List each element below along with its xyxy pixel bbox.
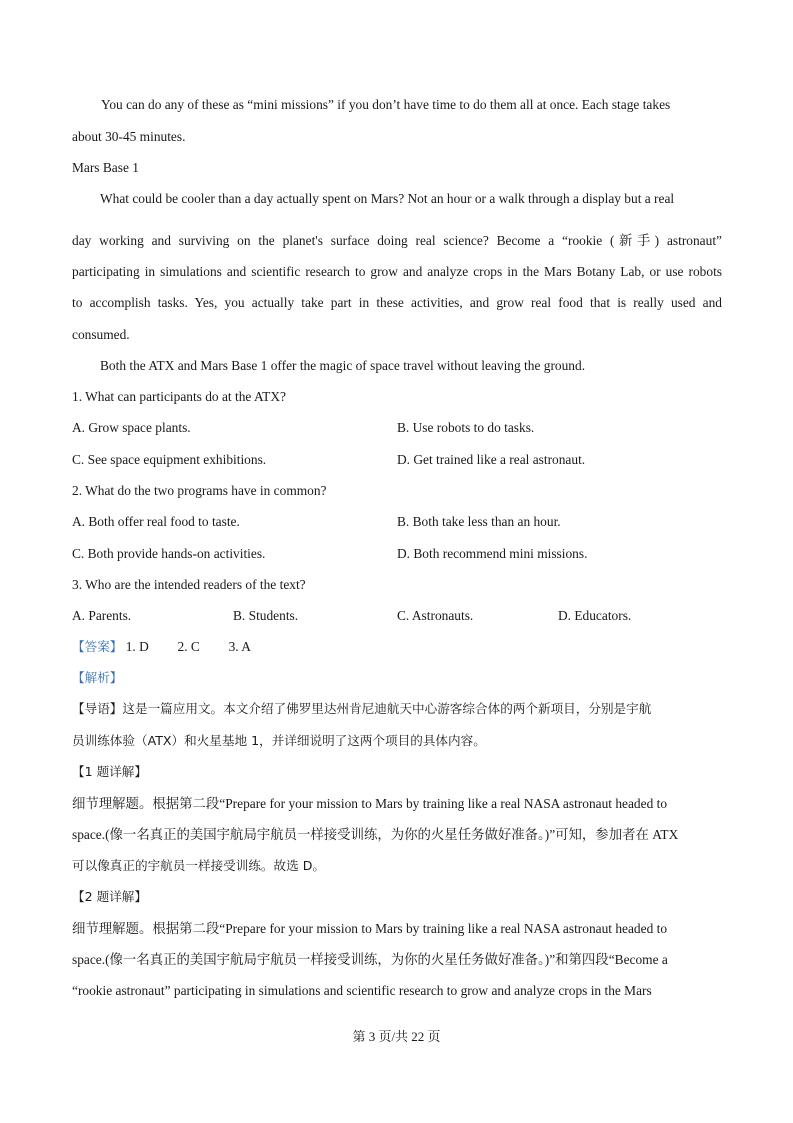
guide-line-2: 员训练体验（ATX）和火星基地 1，并详细说明了这两个项目的具体内容。 bbox=[72, 733, 486, 748]
guide-label: 【导语】 bbox=[72, 701, 123, 716]
question-1-option-c: C. See space equipment exhibitions. bbox=[72, 452, 267, 467]
q1-detail-line-3: 可以像真正的宇航员一样接受训练。故选 D。 bbox=[72, 858, 325, 873]
question-3-option-b: B. Students. bbox=[233, 608, 299, 623]
paragraph-2-line-4: to accomplish tasks. Yes, you actually take part in these activities, and grow real food that is really used and bbox=[72, 295, 722, 310]
question-1-option-a: A. Grow space plants. bbox=[72, 420, 191, 435]
q2-detail-line-1: 细节理解题。根据第二段“Prepare for your mission to Mars by training like a real NASA astronaut headed to bbox=[72, 921, 668, 936]
question-2-option-d: D. Both recommend mini missions. bbox=[397, 546, 588, 561]
question-1-option-b: B. Use robots to do tasks. bbox=[397, 420, 535, 435]
q2-detail-line-3: “rookie astronaut” participating in simulations and scientific research to grow and analyze crops in the Mars bbox=[72, 983, 652, 998]
question-2-option-b: B. Both take less than an hour. bbox=[397, 514, 561, 529]
question-1-option-d: D. Get trained like a real astronaut. bbox=[397, 452, 586, 467]
paragraph-3-line-1: Both the ATX and Mars Base 1 offer the magic of space travel without leaving the ground. bbox=[100, 358, 586, 373]
question-3-option-a: A. Parents. bbox=[72, 608, 132, 623]
section-title: Mars Base 1 bbox=[72, 160, 139, 175]
intro-line-1: You can do any of these as “mini missions” if you don’t have time to do them all at once. Each stage takes bbox=[101, 97, 671, 112]
paragraph-2-line-1: What could be cooler than a day actually spent on Mars? Not an hour or a walk through a display but a real bbox=[100, 191, 675, 206]
paragraph-2-line-3: participating in simulations and scientific research to grow and analyze crops in the Mars Botany Lab, or use robots bbox=[72, 264, 722, 279]
answer-item-1: 1. D bbox=[125, 639, 149, 654]
paragraph-2-line-5: consumed. bbox=[72, 327, 130, 342]
q1-detail-line-1: 细节理解题。根据第二段“Prepare for your mission to Mars by training like a real NASA astronaut headed to bbox=[72, 796, 668, 811]
answer-item-3: 3. A bbox=[228, 639, 251, 654]
guide-line-1 bbox=[72, 700, 651, 718]
question-2-stem: 2. What do the two programs have in common? bbox=[72, 483, 327, 498]
question-3-option-c: C. Astronauts. bbox=[397, 608, 474, 623]
q2-detail-line-2: space.(像一名真正的美国宇航局宇航员一样接受训练，为你的火星任务做好准备。)”和第四段“Become a bbox=[72, 952, 668, 967]
question-3-option-d: D. Educators. bbox=[558, 608, 632, 623]
question-3-stem: 3. Who are the intended readers of the text? bbox=[72, 577, 306, 592]
q1-detail-line-2: space.(像一名真正的美国宇航局宇航员一样接受训练，为你的火星任务做好准备。)”可知，参加者在 ATX bbox=[72, 827, 679, 842]
page-number: 第 3 页/共 22 页 bbox=[352, 1029, 441, 1044]
q1-detail-label: 【1 题详解】 bbox=[72, 764, 147, 779]
question-2-option-a: A. Both offer real food to taste. bbox=[72, 514, 240, 529]
guide-text: 这是一篇应用文。本文介绍了佛罗里达州肯尼迪航天中心游客综合体的两个新项目，分别是宇航 bbox=[122, 701, 652, 716]
question-2-option-c: C. Both provide hands-on activities. bbox=[72, 546, 266, 561]
answer-label: 【答案】 bbox=[72, 639, 123, 654]
answer-row bbox=[72, 638, 251, 656]
paragraph-2-line-2: day working and surviving on the planet's surface doing real science? Become a “rookie (新手) astronaut” bbox=[72, 233, 722, 248]
question-1-stem: 1. What can participants do at the ATX? bbox=[72, 389, 286, 404]
intro-line-2: about 30-45 minutes. bbox=[72, 129, 186, 144]
q2-detail-label: 【2 题详解】 bbox=[72, 889, 147, 904]
analysis-label: 【解析】 bbox=[72, 670, 123, 685]
answer-item-2: 2. C bbox=[177, 639, 200, 654]
